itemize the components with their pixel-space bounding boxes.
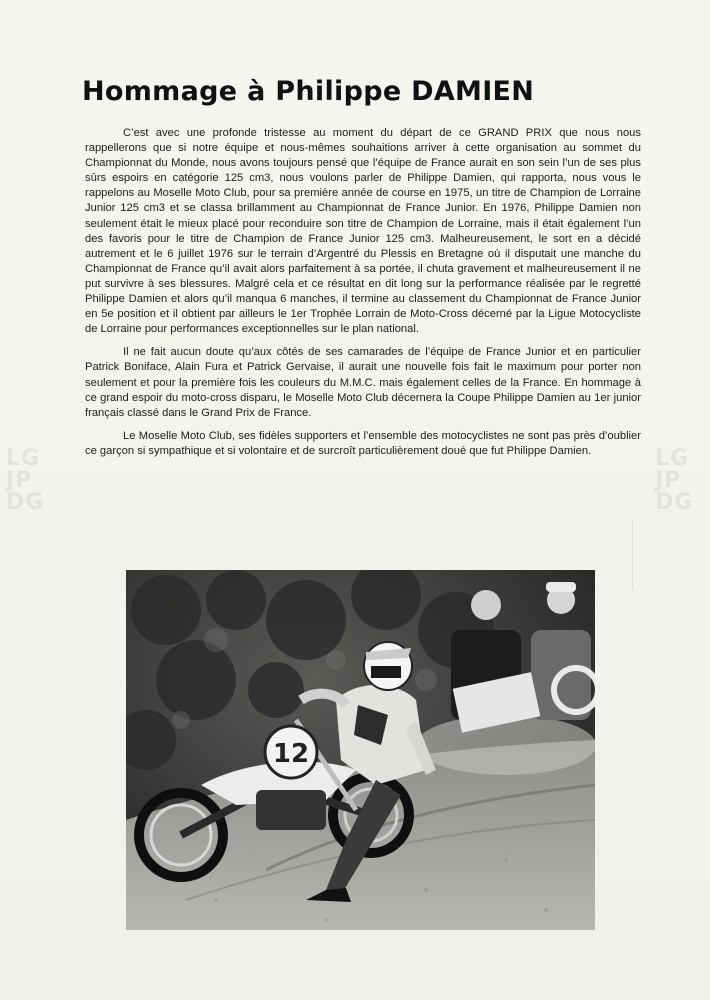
paragraph-3: Le Moselle Moto Club, ses fidèles supporters et l’ensemble des motocyclistes ne sont pas près d’oublier ce garçon si sympathique et si volontaire et de surcroît particulièrement doué que fut Philippe Damien. <box>85 429 641 457</box>
watermark-text: DG <box>655 490 694 515</box>
watermark-text: DG <box>6 490 45 515</box>
watermark-text: JP <box>6 468 33 493</box>
page-crease <box>632 520 633 590</box>
motocross-photo <box>126 570 595 930</box>
watermark-right <box>655 448 693 514</box>
paragraph-1: C’est avec une profonde tristesse au moment du départ de ce GRAND PRIX que nous nous rappellerons que si notre équipe et nous-mêmes souhaitions arriver à cette organisation au sommet du Championnat du Monde, nous avons toujours pensé que l’équipe de France aurait en son sein l’un de ses plus sûrs espoirs en catégorie 125 cm3, nous voulons parler de Philippe Damien, qui rapporta, nous vous le rappelons au Moselle Moto Club, pour sa première année de course en 1975, un titre de Champion de Lorraine Junior 125 cm3 et se classa brillamment au Championnat de France Junior. En 1976, Philippe Damien non seulement était le mieux placé pour reconduire son titre de Champion de Lorraine, mais il était également l’un des favoris pour le titre de Champion de France Junior 125 cm3. Malheureusement, le sort en a décidé autrement et le 6 juillet 1976 sur le terrain d’Argentré du Plessis en Bretagne où il disputait une manche du Championnat de France qu’il avait alors parfaitement à sa portée, il chuta gravement et malheureusement il ne put survivre à ses blessures. Malgré cela et ce résultat en dit long sur la performance réalisée par le regretté Philippe Damien et alors qu’il manqua 6 manches, il termine au classement du Championnat de France Junior en 5e position et il obtient par ailleurs le 1er Trophée Lorrain de Moto-Cross décerné par la Ligue Motocycliste de Lorraine pour performances exceptionnelles sur le plan national. <box>85 127 641 336</box>
photo-illustration <box>126 570 595 930</box>
page-title: Hommage à Philippe DAMIEN <box>82 76 535 107</box>
watermark-text: LG <box>6 446 41 471</box>
paragraph-2: Il ne fait aucun doute qu’aux côtés de ses camarades de l’équipe de France Junior et en particulier Patrick Boniface, Alain Fura et Patrick Gervaise, il aurait une nouvelle fois fait le maximum pour porter non seulement et pour la première fois les couleurs du M.M.C. mais également celles de la France. En hommage à ce grand espoir du moto-cross disparu, le Moselle Moto Club décernera la Coupe Philippe Damien au 1er junior français classé dans le Grand Prix de France. <box>85 346 641 419</box>
watermark-left <box>6 448 44 514</box>
race-number: 12 <box>272 739 310 769</box>
watermark-text: LG <box>655 446 690 471</box>
dust-spray <box>416 715 595 775</box>
watermark-text: JP <box>655 468 682 493</box>
article-body <box>85 126 641 467</box>
